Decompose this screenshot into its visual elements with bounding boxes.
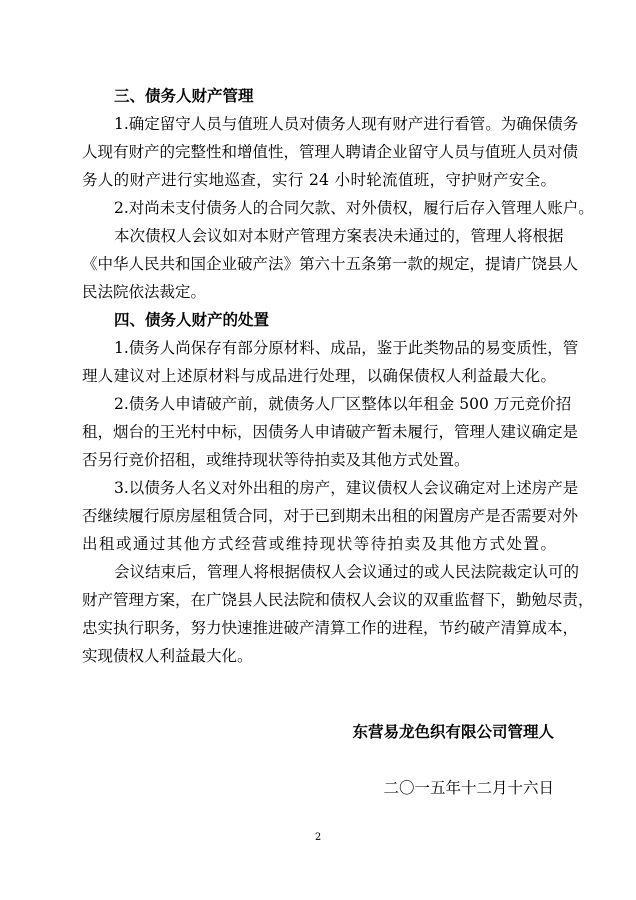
s3-p3-line-2: 《中华人民共和国企业破产法》第六十五条第一款的规定，提请广饶县人 [82, 255, 579, 273]
s4-p2-line-3: 否另行竞价招租，或维持现状等待拍卖及其他方式处置。 [82, 451, 470, 469]
signature-organization: 东营易龙色织有限公司管理人 [352, 722, 554, 741]
s4-p3-line-3: 出租或通过其他方式经营或维持现状等待拍卖及其他方式处置。 [82, 535, 558, 553]
s4-p1-line-1: 1.债务人尚保存有部分原材料、成品，鉴于此类物品的易变质性，管 [114, 339, 579, 357]
s3-p1-line-2: 人现有财产的完整性和增值性，管理人聘请企业留守人员与值班人员对债 [82, 143, 579, 161]
section-3-heading: 三、债务人财产管理 [114, 86, 254, 105]
s4-p4-line-3: 忠实执行职务，努力快速推进破产清算工作的进程，节约破产清算成本， [82, 619, 579, 637]
s4-p4-line-1: 会议结束后，管理人将根据债权人会议通过的或人民法院裁定认可的 [114, 563, 580, 581]
s4-p2-line-1: 2.债务人申请破产前，就债务人厂区整体以年租金 500 万元竞价招 [114, 395, 572, 413]
s4-p3-line-1: 3.以债务人名义对外出租的房产，建议债权人会议确定对上述房产是 [114, 479, 579, 497]
s4-p1-line-2: 理人建议对上述原材料与成品进行处理，以确保债权人利益最大化。 [82, 367, 557, 385]
s3-p3-line-3: 民法院依法裁定。 [82, 283, 207, 301]
s4-p3-line-2: 否继续履行原房屋租赁合同，对于已到期未出租的闲置房产是否需要对外 [82, 507, 579, 525]
s4-p4-line-2: 财产管理方案，在广饶县人民法院和债权人会议的双重监督下，勤勉尽责， [82, 591, 594, 609]
s4-p2-line-2: 租，烟台的王光村中标，因债务人申请破产暂未履行，管理人建议确定是 [82, 423, 579, 441]
s3-p1-line-1: 1.确定留守人员与值班人员对债务人现有财产进行看管。为确保债务 [114, 115, 579, 133]
s3-p2-line-1: 2.对尚未支付债务人的合同欠款、对外债权，履行后存入管理人账户。 [114, 199, 594, 217]
s3-p1-line-3: 务人的财产进行实地巡查，实行 24 小时轮流值班，守护财产安全。 [82, 171, 557, 189]
signature-date: 二〇一五年十二月十六日 [383, 779, 554, 797]
section-4-heading: 四、债务人财产的处置 [114, 310, 270, 329]
s4-p4-line-4: 实现债权人利益最大化。 [82, 647, 253, 665]
s3-p3-line-1: 本次债权人会议如对本财产管理方案表决未通过的，管理人将根据 [114, 227, 564, 245]
page-number: 2 [314, 832, 322, 843]
